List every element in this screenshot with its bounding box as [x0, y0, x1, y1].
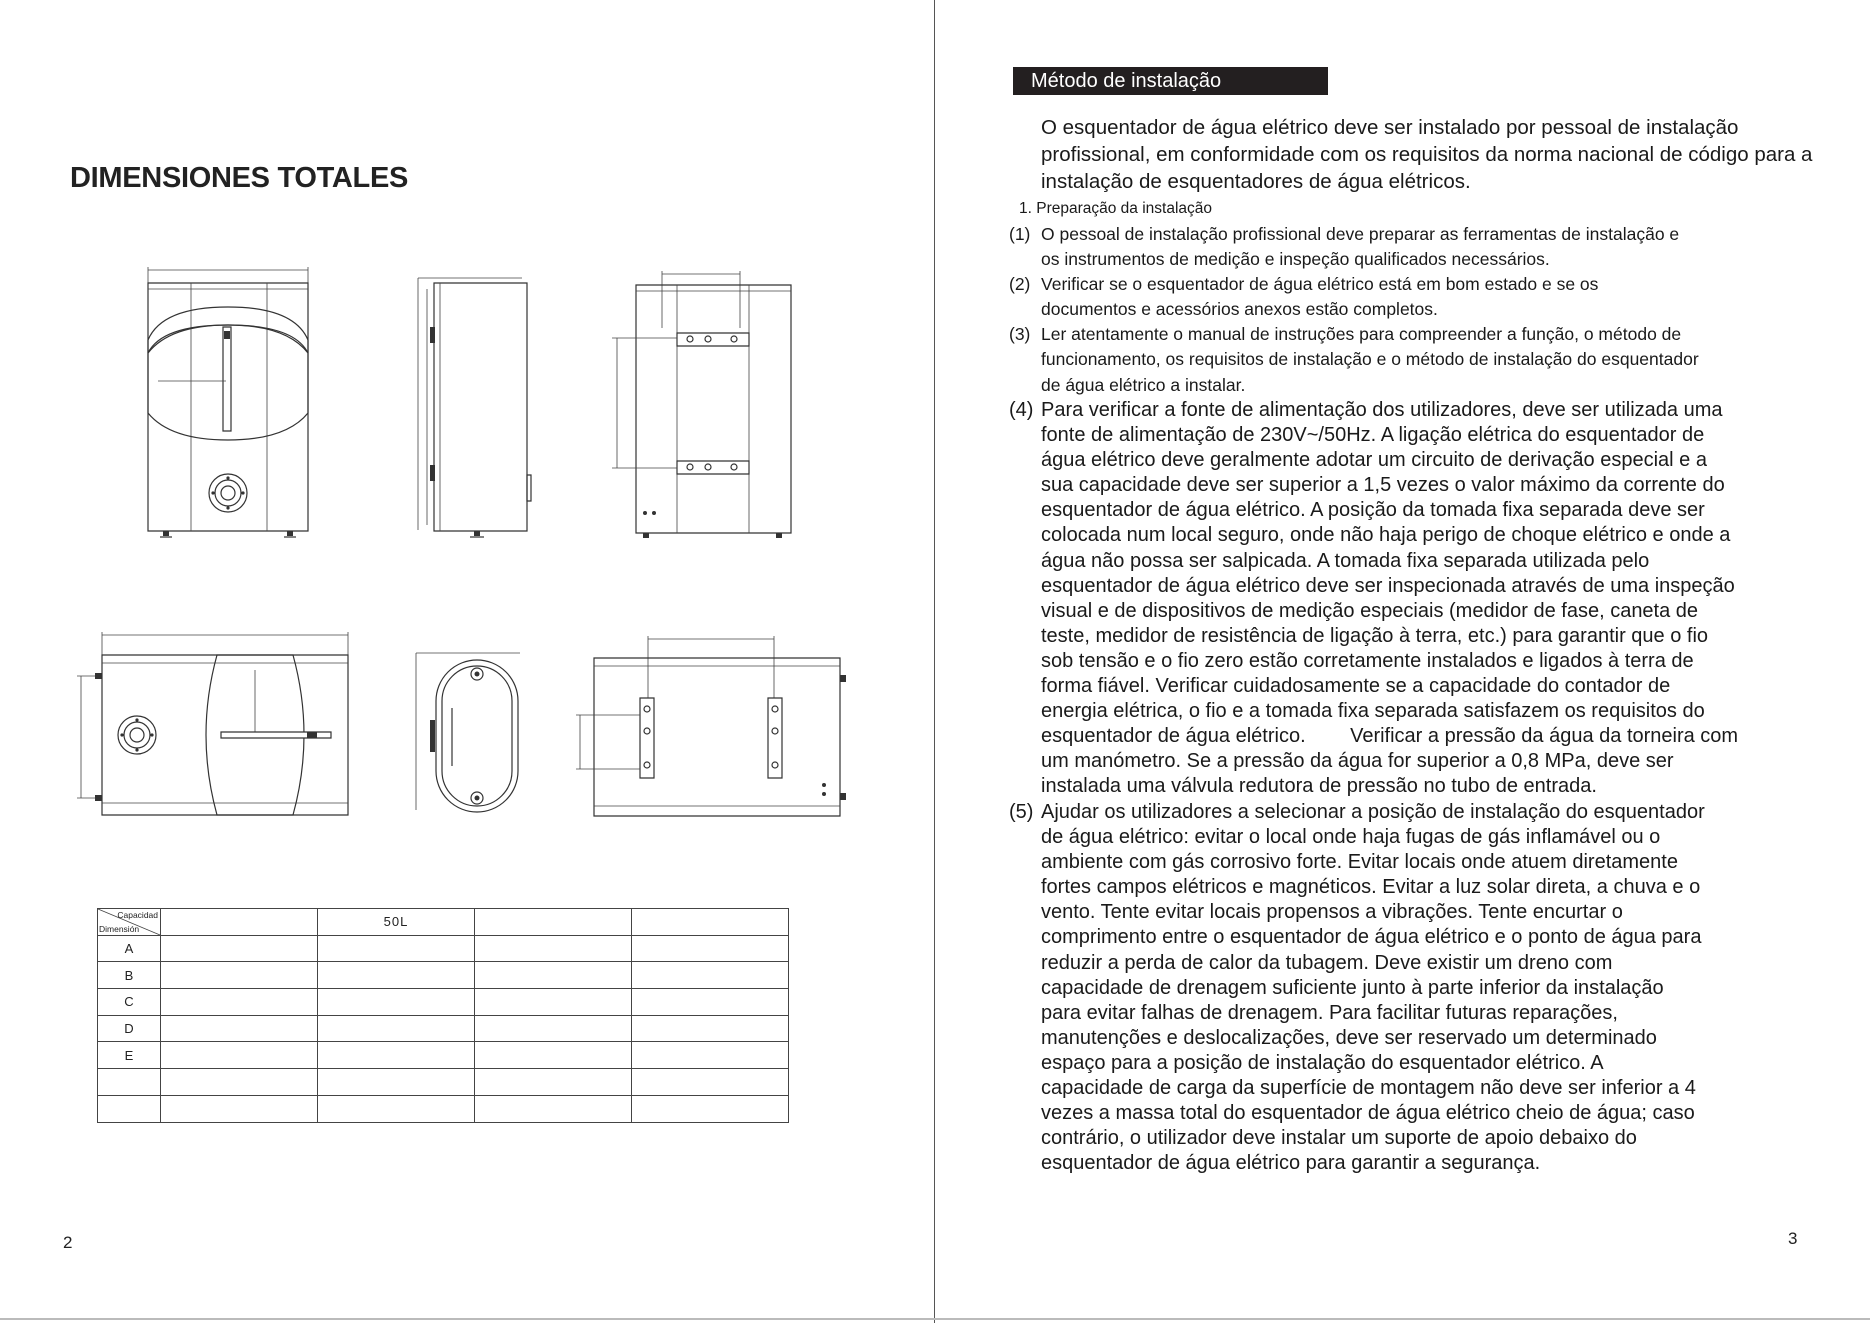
row-label: C	[98, 989, 161, 1016]
step-line: de água elétrico a instalar.	[1041, 374, 1246, 395]
table-cell	[318, 1042, 475, 1069]
step-line: fortes campos elétricos e magnéticos. Evitar a luz solar direta, a chuva e o	[1041, 876, 1701, 899]
page-title: DIMENSIONES TOTALES	[70, 162, 409, 194]
capacity-header	[632, 909, 789, 936]
table-cell	[161, 1069, 318, 1096]
table-cell	[475, 1069, 632, 1096]
table-cell	[632, 962, 789, 989]
table-cell	[161, 1095, 318, 1122]
table-cell	[632, 1069, 789, 1096]
step-line: capacidade de carga da superfície de montagem não deve ser inferior a 4	[1041, 1077, 1696, 1100]
installation-step	[1009, 222, 1839, 273]
step-line: capacidade de drenagem suficiente junto à parte inferior da instalação	[1041, 976, 1664, 999]
left-page	[0, 0, 934, 1323]
bottom-rule	[0, 1318, 1870, 1320]
step-line: fonte de alimentação de 230V~/50Hz. A ligação elétrica do esquentador de	[1041, 424, 1705, 447]
section-title: Método de instalação	[1013, 67, 1328, 95]
dimensions-table	[97, 908, 789, 1123]
step-line: ambiente com gás corrosivo forte. Evitar locais onde atuem diretamente	[1041, 851, 1678, 874]
step-line: os instrumentos de medição e inspeção qualificados necessários.	[1041, 249, 1550, 270]
step-line: vento. Tente evitar locais propensos a vibrações. Tente encurtar o	[1041, 901, 1623, 924]
step-number: (1)	[1009, 224, 1031, 244]
table-cell	[318, 935, 475, 962]
step-line: para evitar falhas de drenagem. Para facilitar futuras reparações,	[1041, 1001, 1618, 1024]
step-line: espaço para a posição de instalação do esquentador elétrico. A	[1041, 1051, 1604, 1074]
table-cell	[475, 1095, 632, 1122]
table-cell	[161, 989, 318, 1016]
step-line: sob tensão e o fio zero estão corretamente instalados e ligados à terra de	[1041, 649, 1694, 672]
right-page	[936, 0, 1870, 1323]
table-corner-cell	[98, 909, 161, 936]
step-line: Ajudar os utilizadores a selecionar a posição de instalação do esquentador	[1041, 801, 1705, 823]
step-line: Ler atentamente o manual de instruções para compreender a função, o método de	[1041, 324, 1682, 344]
table-cell	[161, 962, 318, 989]
step-line: água não possa ser salpicada. A tomada fixa separada utilizada pelo	[1041, 549, 1650, 572]
table-cell	[632, 989, 789, 1016]
table-row	[98, 935, 789, 962]
table-cell	[318, 989, 475, 1016]
page-number: 3	[1788, 1229, 1798, 1248]
row-label: A	[98, 935, 161, 962]
installation-step	[1009, 322, 1839, 398]
table-cell	[318, 1069, 475, 1096]
row-label	[98, 1095, 161, 1122]
page-spine	[934, 0, 935, 1323]
table-row	[98, 1069, 789, 1096]
table-cell	[475, 1015, 632, 1042]
step-line: O pessoal de instalação profissional deve preparar as ferramentas de instalação e	[1041, 224, 1680, 244]
step-line: água elétrico deve geralmente adotar um circuito de derivação especial e a	[1041, 449, 1707, 472]
step-line: visual e de dispositivos de medição especiais (medidor de fase, caneta de	[1041, 599, 1699, 622]
intro-paragraph: O esquentador de água elétrico deve ser instalado por pessoal de instalação profissional, em conformidade com os requisitos da norma nacional de código para a instalação de esquentadores de água elétricos.	[1041, 116, 1813, 193]
step-line: funcionamento, os requisitos de instalação e o método de instalação do esquentador	[1041, 349, 1699, 370]
table-header-row	[98, 909, 789, 936]
installation-step	[1009, 272, 1839, 323]
drawing-vertical-front	[140, 265, 320, 540]
step-line: teste, medidor de resistência de ligação à terra, etc.) para garantir que o fio	[1041, 624, 1709, 647]
step-line: colocada num local seguro, onde não haja perigo de choque elétrico e onde a	[1041, 524, 1731, 547]
step-line: Para verificar a fonte de alimentação dos utilizadores, deve ser utilizada uma	[1041, 399, 1723, 421]
table-cell	[318, 1095, 475, 1122]
step-line: comprimento entre o esquentador de água elétrico e o ponto de água para	[1041, 926, 1702, 949]
table-cell	[632, 1015, 789, 1042]
row-label: E	[98, 1042, 161, 1069]
subheading: 1. Preparação da instalação	[1019, 200, 1213, 217]
page-number: 2	[63, 1233, 73, 1252]
step-line: reduzir a perda de calor da tubagem. Deve existir um dreno com	[1041, 951, 1613, 974]
drawing-horizontal-back	[572, 633, 852, 821]
table-row	[98, 962, 789, 989]
table-cell	[475, 1042, 632, 1069]
step-number: (4)	[1009, 399, 1034, 421]
table-row	[98, 989, 789, 1016]
table-cell	[632, 935, 789, 962]
drawing-horizontal-front	[75, 630, 355, 820]
step-number: (2)	[1009, 274, 1031, 294]
step-line: de água elétrico: evitar o local onde haja fugas de gás inflamável ou o	[1041, 826, 1661, 849]
table-cell	[632, 1095, 789, 1122]
table-cell	[632, 1042, 789, 1069]
step-line: instalada uma válvula redutora de pressão no tubo de entrada.	[1041, 775, 1597, 798]
step-line: forma fiável. Verificar cuidadosamente se a capacidade do contador de	[1041, 675, 1671, 698]
table-cell	[161, 935, 318, 962]
installation-step	[1009, 800, 1839, 1176]
row-label: B	[98, 962, 161, 989]
table-cell	[161, 1042, 318, 1069]
table-cell	[475, 935, 632, 962]
table-cell	[318, 1015, 475, 1042]
capacity-header	[161, 909, 318, 936]
table-cell	[475, 989, 632, 1016]
row-label: D	[98, 1015, 161, 1042]
table-row	[98, 1095, 789, 1122]
table-cell	[475, 962, 632, 989]
table-row	[98, 1042, 789, 1069]
capacity-header: 50L	[318, 909, 475, 936]
row-label	[98, 1069, 161, 1096]
step-line: esquentador de água elétrico para garantir a segurança.	[1041, 1152, 1541, 1175]
drawing-vertical-back	[612, 268, 797, 540]
step-line: Verificar se o esquentador de água elétrico está em bom estado e se os	[1041, 274, 1599, 294]
step-number: (3)	[1009, 324, 1031, 344]
step-line: vezes a massa total do esquentador de água elétrico cheio de água; caso	[1041, 1102, 1695, 1125]
step-number: (5)	[1009, 801, 1034, 823]
step-line: esquentador de água elétrico. Verificar a pressão da água da torneira com	[1041, 725, 1739, 748]
step-line: esquentador de água elétrico deve ser inspecionada através de uma inspeção	[1041, 574, 1735, 597]
table-cell	[318, 962, 475, 989]
capacity-header	[475, 909, 632, 936]
step-line: manutenções e deslocalizações, deve ser reservado um determinado	[1041, 1026, 1657, 1049]
table-row	[98, 1015, 789, 1042]
step-line: esquentador de água elétrico. A posição da tomada fixa separada deve ser	[1041, 499, 1705, 522]
step-line: documentos e acessórios anexos estão completos.	[1041, 299, 1438, 320]
corner-label-capacity: Capacidad	[117, 910, 158, 920]
step-line: contrário, o utilizador deve instalar um suporte de apoio debaixo do	[1041, 1127, 1637, 1150]
installation-step	[1009, 398, 1839, 800]
drawing-horizontal-side	[408, 648, 528, 823]
step-line: um manómetro. Se a pressão da água for superior a 0,8 MPa, deve ser	[1041, 750, 1674, 773]
drawing-vertical-side	[410, 275, 530, 540]
table-cell	[161, 1015, 318, 1042]
step-line: sua capacidade deve ser superior a 1,5 vezes o valor máximo da corrente do	[1041, 474, 1725, 497]
step-line: energia elétrica, o fio e a tomada fixa separada satisfazem os requisitos do	[1041, 700, 1705, 723]
corner-label-dimension: Dimensión	[99, 923, 140, 934]
